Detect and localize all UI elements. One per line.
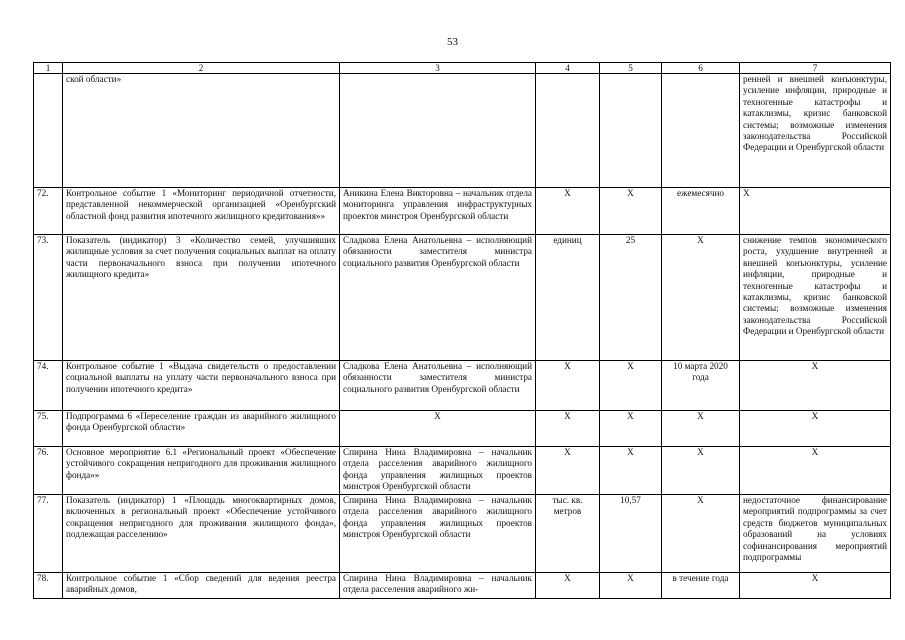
column-header: 7 [740, 63, 891, 74]
row-number: 74. [34, 361, 63, 411]
row-deadline: Х [662, 235, 740, 361]
row-responsible: Спирина Нина Владимировна – начальник отдела расселения аварийного жи- [340, 573, 536, 599]
row-value: Х [600, 447, 662, 495]
row-unit: Х [536, 188, 600, 235]
row-responsible: Аникина Елена Викторовна – начальник отдела мониторинга управления инфраструктурных проектов минстроя Оренбургской области [340, 188, 536, 235]
table-row [34, 495, 891, 573]
page-number: 53 [447, 36, 458, 48]
row-unit [536, 74, 600, 188]
table-row [34, 74, 891, 188]
row-value: 10,57 [600, 495, 662, 573]
row-value: Х [600, 188, 662, 235]
row-name: Контрольное событие 1 «Мониторинг периодичной отчетности, представленной некоммерческой организацией «Оренбургский областной фонд развития ипотечного жилищного кредитования»» [63, 188, 340, 235]
row-risks: недостаточное финансирование мероприятий подпрограммы за счет средств бюджетов муниципальных образований на условиях софинансирования мероприятий подпрограммы [740, 495, 891, 573]
column-header: 1 [34, 63, 63, 74]
table-row [34, 361, 891, 411]
row-name: Показатель (индикатор) 1 «Площадь многоквартирных домов, включенных в региональный проект «Обеспечение устойчивого сокращения непригодного для проживания жилищного фонда», подлежащая расселению» [63, 495, 340, 573]
row-value: 25 [600, 235, 662, 361]
row-value: Х [600, 361, 662, 411]
row-risks: Х [740, 447, 891, 495]
row-unit: тыс. кв. метров [536, 495, 600, 573]
row-name: Основное мероприятие 6.1 «Региональный проект «Обеспечение устойчивого сокращения непригодного для проживания жилищного фонда»» [63, 447, 340, 495]
row-value [600, 74, 662, 188]
row-risks: Х [740, 573, 891, 599]
table-row [34, 573, 891, 599]
row-risks: ренней и внешней конъюнктуры, усиление инфляции, природные и техногенные катастрофы и катаклизмы, кризис банковской системы; возможные изменения законодательства Российской Федерации и Оренбургской области [740, 74, 891, 188]
row-unit: Х [536, 573, 600, 599]
column-header: 2 [63, 63, 340, 74]
row-number: 76. [34, 447, 63, 495]
row-responsible: Спирина Нина Владимировна – начальник отдела расселения аварийного жилищного фонда управления жилищных проектов минстроя Оренбургской области [340, 447, 536, 495]
row-name: Контрольное событие 1 «Сбор сведений для ведения реестра аварийных домов, [63, 573, 340, 599]
row-deadline: Х [662, 495, 740, 573]
row-risks: Х [740, 361, 891, 411]
row-deadline: ежемесячно [662, 188, 740, 235]
row-name: Показатель (индикатор) 3 «Количество семей, улучшивших жилищные условия за счет получения социальных выплат на оплату части первоначального взноса при получении ипотечного жилищного кредита» [63, 235, 340, 361]
header-row [34, 63, 891, 74]
row-number: 73. [34, 235, 63, 361]
row-number: 78. [34, 573, 63, 599]
row-unit: Х [536, 447, 600, 495]
row-responsible [340, 74, 536, 188]
row-responsible: Сладкова Елена Анатольевна – исполняющий обязанности заместителя министра социального развития Оренбургской области [340, 235, 536, 361]
plan-table [33, 62, 891, 599]
row-unit: Х [536, 361, 600, 411]
row-name: ской области» [63, 74, 340, 188]
row-responsible: Сладкова Елена Анатольевна – исполняющий обязанности заместителя министра социального развития Оренбургской области [340, 361, 536, 411]
row-deadline: 10 марта 2020 года [662, 361, 740, 411]
table-row [34, 447, 891, 495]
row-risks: Х [740, 188, 891, 235]
table-row [34, 235, 891, 361]
row-deadline: Х [662, 411, 740, 447]
column-header: 3 [340, 63, 536, 74]
row-name: Контрольное событие 1 «Выдача свидетельств о предоставлении социальной выплаты на уплату части первоначального взноса при получении ипотечного кредита» [63, 361, 340, 411]
column-header: 6 [662, 63, 740, 74]
row-responsible: Х [340, 411, 536, 447]
row-deadline: в течение года [662, 573, 740, 599]
column-header: 5 [600, 63, 662, 74]
row-risks: Х [740, 411, 891, 447]
row-number: 77. [34, 495, 63, 573]
column-header: 4 [536, 63, 600, 74]
row-number [34, 74, 63, 188]
row-number: 75. [34, 411, 63, 447]
row-responsible: Спирина Нина Владимировна – начальник отдела расселения аварийного жилищного фонда управления жилищных проектов минстроя Оренбургской области [340, 495, 536, 573]
row-value: Х [600, 411, 662, 447]
row-unit: Х [536, 411, 600, 447]
row-unit: единиц [536, 235, 600, 361]
row-value: Х [600, 573, 662, 599]
row-risks: снижение темпов экономического роста, ухудшение внутренней и внешней конъюнктуры, усиление инфляции, природные и техногенные катастрофы и катаклизмы, кризис банковской системы; возможные изменения законодательства Российской Федерации и Оренбургской области [740, 235, 891, 361]
row-deadline: Х [662, 447, 740, 495]
table-row [34, 411, 891, 447]
row-number: 72. [34, 188, 63, 235]
row-deadline [662, 74, 740, 188]
table-row [34, 188, 891, 235]
row-name: Подпрограмма 6 «Переселение граждан из аварийного жилищного фонда Оренбургской области» [63, 411, 340, 447]
